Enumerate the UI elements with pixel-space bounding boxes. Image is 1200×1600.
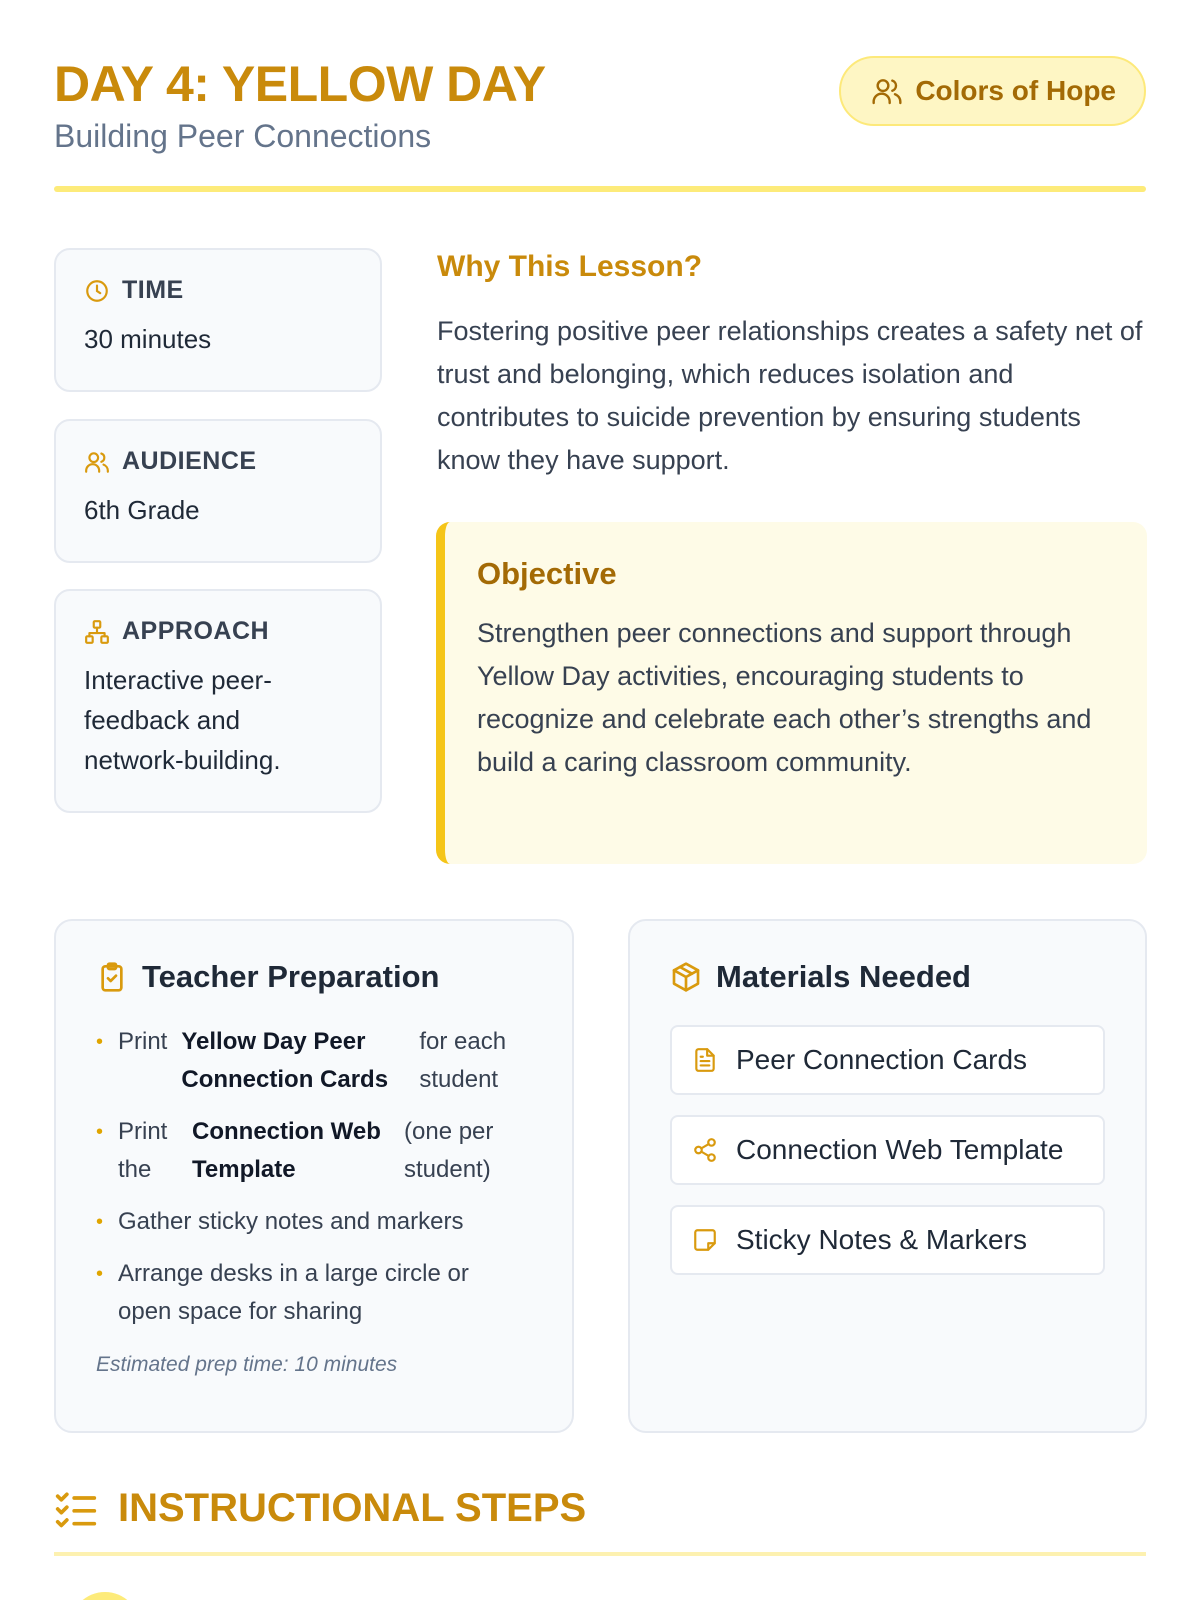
materials-title: Materials Needed: [716, 959, 971, 994]
material-item: [670, 1205, 1105, 1275]
network-icon: [84, 619, 110, 645]
badge-label: Colors of Hope: [915, 75, 1116, 106]
steps-title: INSTRUCTIONAL STEPS: [118, 1486, 587, 1530]
item-bold: Yellow Day Peer Connection Cards: [181, 1028, 389, 1093]
material-item: [670, 1025, 1105, 1095]
info-value: 30 minutes: [84, 324, 212, 354]
objective-callout: [436, 522, 1147, 864]
page-subtitle: Building Peer Connections: [54, 118, 432, 154]
material-label: Peer Connection Cards: [736, 1044, 1028, 1075]
info-label: APPROACH: [122, 617, 270, 645]
material-item: [670, 1115, 1105, 1185]
list-item: • Print the Connection Web Template (one per student): [96, 1113, 532, 1189]
sticky-note-icon: [692, 1227, 718, 1253]
share-icon: [692, 1137, 718, 1163]
why-text: Fostering positive peer relationships creates a safety net of trust and belonging, which reduces isolation and contributes to suicide prevention by ensuring students know they have support.: [437, 316, 1143, 475]
info-label: AUDIENCE: [122, 447, 257, 475]
prep-list: [96, 1023, 532, 1331]
document-icon: [692, 1047, 718, 1073]
colors-of-hope-badge: [839, 56, 1146, 126]
material-label: Sticky Notes & Markers: [736, 1224, 1027, 1255]
page-title: DAY 4: YELLOW DAY: [54, 56, 546, 112]
objective-text: Strengthen peer connections and support through Yellow Day activities, encouraging students to recognize and celebrate each other’s strengths and build a caring classroom community.: [477, 618, 1092, 777]
item-text: Print the: [118, 1118, 168, 1183]
item-text: for each student: [419, 1028, 507, 1093]
list-item: • Gather sticky notes and markers: [96, 1203, 532, 1241]
material-label: Connection Web Template: [736, 1134, 1064, 1165]
item-text: Arrange desks in a large circle or open space for sharing: [118, 1260, 469, 1325]
materials-panel: [628, 919, 1147, 1433]
prep-time-note: Estimated prep time: 10 minutes: [96, 1353, 398, 1376]
item-text: Gather sticky notes and markers: [118, 1208, 464, 1235]
info-card-audience: [54, 419, 382, 563]
steps-section-title: [54, 1486, 586, 1531]
info-card-approach: [54, 589, 382, 813]
list-item: • Arrange desks in a large circle or open space for sharing: [96, 1255, 532, 1331]
item-text: Print: [118, 1028, 168, 1055]
info-card-time: [54, 248, 382, 392]
users-icon: [871, 75, 903, 107]
list-item: • Print Yellow Day Peer Connection Cards for each student: [96, 1023, 532, 1099]
checklist-icon: [54, 1490, 98, 1528]
step-number-circle: [70, 1592, 140, 1600]
info-label: TIME: [122, 276, 184, 304]
header-divider: [54, 186, 1146, 192]
info-value: Interactive peer-feedback and network-building.: [84, 665, 281, 775]
teacher-prep-panel: [54, 919, 574, 1433]
objective-title: Objective: [477, 556, 617, 591]
steps-divider: [54, 1552, 1146, 1556]
info-value: 6th Grade: [84, 495, 200, 525]
why-title: Why This Lesson?: [437, 250, 703, 283]
teacher-prep-title: Teacher Preparation: [142, 959, 440, 994]
clipboard-icon: [96, 961, 128, 993]
item-bold: Connection Web Template: [192, 1118, 381, 1183]
item-text: (one per student): [404, 1118, 494, 1183]
clock-icon: [84, 278, 110, 304]
box-icon: [670, 961, 702, 993]
users-icon: [84, 449, 110, 475]
page-header: [54, 56, 1146, 196]
